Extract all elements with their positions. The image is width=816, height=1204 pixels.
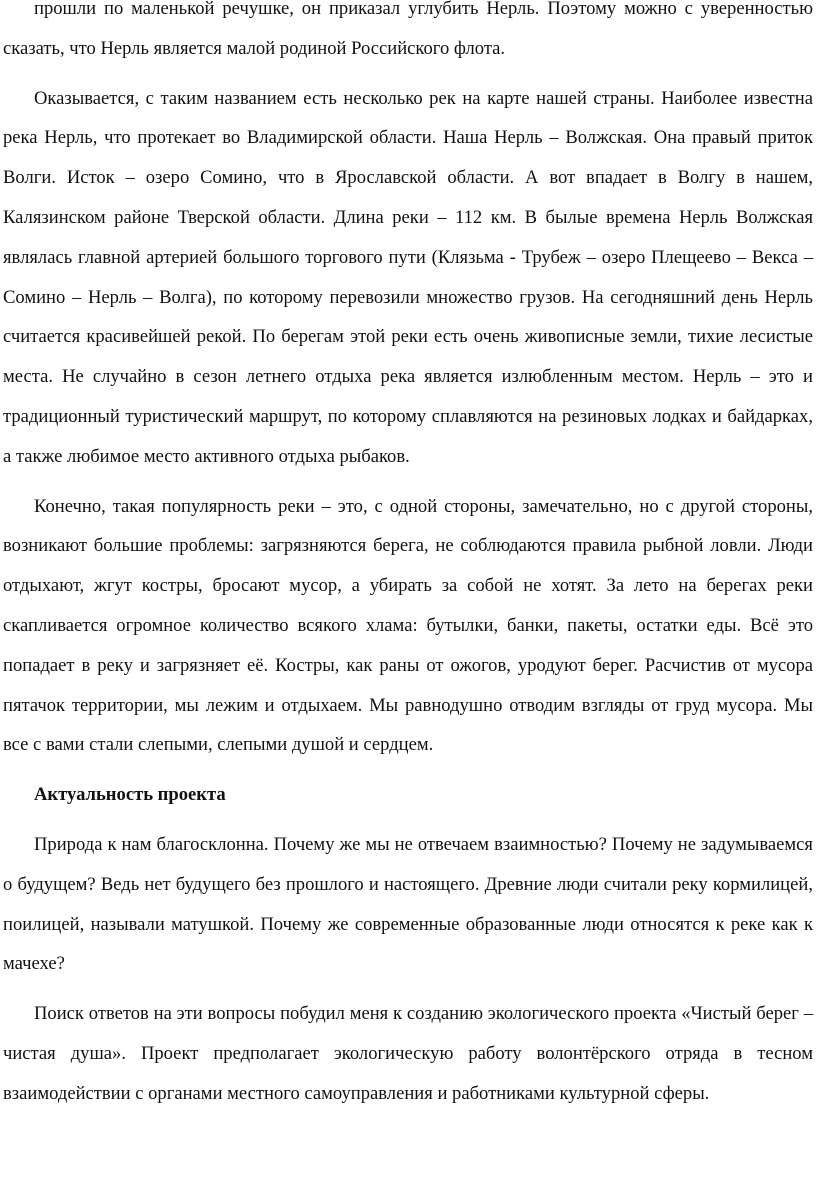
paragraph-questions: Природа к нам благосклонна. Почему же мы не отвечаем взаимностью? Почему не задумываемся о будущем? Ведь нет будущего без прошлого и настоящего. Древние люди считали реку кормилицей, поилицей, называли матушкой. Почему же современные образованные люди относятся к реке как к мачехе? — [3, 833, 813, 975]
paragraph-gap — [3, 477, 813, 487]
paragraph-gap — [3, 984, 813, 994]
paragraph-gap — [3, 815, 813, 825]
paragraph-pollution: Конечно, такая популярность реки – это, с одной стороны, замечательно, но с другой стороны, возникают большие проблемы: загрязняются берега, не соблюдаются правила рыбной ловли. Люди отдыхают, жгут костры, бросают мусор, а убирать за собой не хотят. За лето на берегах реки скапливается огромное количество всякого хлама: бутылки, банки, пакеты, остатки еды. Всё это попадает в реку и загрязняет её. Костры, как раны от ожогов, уродуют берег. Расчистив от мусора пятачок территории, мы лежим и отдыхаем. Мы равнодушно отводим взгляды от груд мусора. Мы все с вами стали слепыми, слепыми душой и сердцем. — [3, 495, 813, 756]
paragraph-nerl-description: Оказывается, с таким названием есть несколько рек на карте нашей страны. Наиболее известна река Нерль, что протекает во Владимирской области. Наша Нерль – Волжская. Она правый приток Волги. Исток – озеро Сомино, что в Ярославской области. А вот впадает в Волгу в нашем, Калязинском районе Тверской области. Длина реки – 112 км. В былые времена Нерль Волжская являлась главной артерией большого торгового пути (Клязьма - Трубеж – озеро Плещеево – Векса – Сомино – Нерль – Волга), по которому перевозили множество грузов. На сегодняшний день Нерль считается красивейшей рекой. По берегам этой реки есть очень живописные земли, тихие лесистые места. Не случайно в сезон летнего отдыха река является излюбленным местом. Нерль – это и традиционный туристический маршрут, по которому сплавляются на резиновых лодках и байдарках, а также любимое место активного отдыха рыбаков. — [3, 87, 813, 467]
paragraph-gap — [3, 69, 813, 79]
paragraph-intro: прошли по маленькой речушке, он приказал углубить Нерль. Поэтому можно с уверенностью сказать, что Нерль является малой родиной Российского флота. — [3, 0, 813, 59]
paragraph-project: Поиск ответов на эти вопросы побудил меня к созданию экологического проекта «Чистый берег – чистая душа». Проект предполагает экологическую работу волонтёрского отряда в тесном взаимодействии с органами местного самоуправления и работниками культурной сферы. — [3, 1003, 813, 1104]
paragraph-gap — [3, 765, 813, 775]
section-heading: Актуальность проекта — [34, 784, 226, 806]
